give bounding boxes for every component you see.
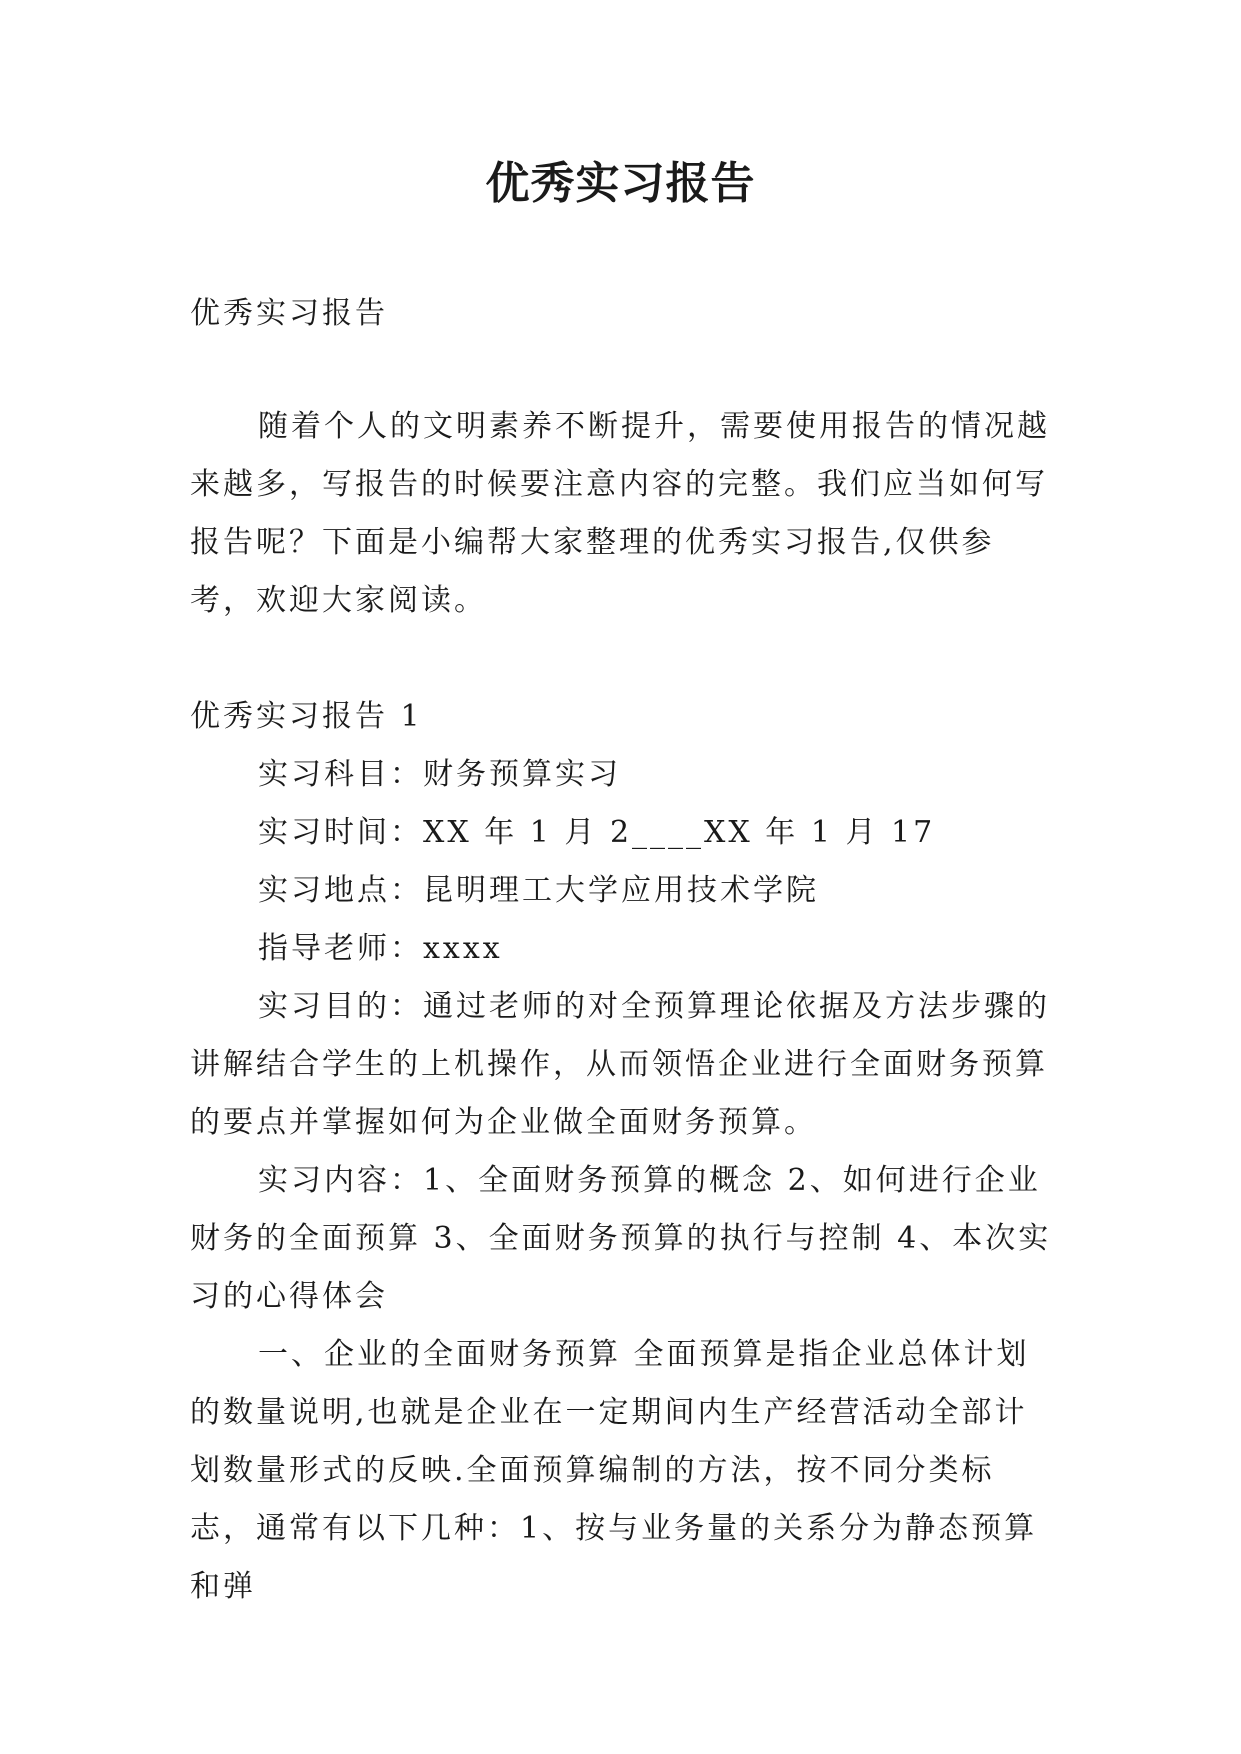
purpose-paragraph: 实习目的：通过老师的对全预算理论依据及方法步骤的讲解结合学生的上机操作，从而领悟企业进行全面财务预算的要点并掌握如何为企业做全面财务预算。: [190, 989, 1050, 1140]
budget-paragraph: 一、企业的全面财务预算 全面预算是指企业总体计划的数量说明,也就是企业在一定期间内生产经营活动全部计划数量形式的反映.全面预算编制的方法，按不同分类标志，通常有以下几种：1、按与业务量的关系分为静态预算和弹: [190, 1337, 1038, 1604]
internship-subject: 实习科目：财务预算实习: [258, 757, 621, 792]
internship-place: 实习地点：昆明理工大学应用技术学院: [258, 873, 819, 908]
intro-paragraph: 随着个人的文明素养不断提升，需要使用报告的情况越来越多，写报告的时候要注意内容的完整。我们应当如何写报告呢？下面是小编帮大家整理的优秀实习报告,仅供参考，欢迎大家阅读。: [190, 409, 1050, 618]
internship-teacher: 指导老师：xxxx: [258, 931, 503, 966]
document-subtitle: 优秀实习报告: [190, 296, 388, 331]
internship-time: 实习时间：XX 年 1 月 2____XX 年 1 月 17: [258, 815, 936, 850]
section-title: 优秀实习报告 1: [190, 699, 423, 734]
content-paragraph: 实习内容：1、全面财务预算的概念 2、如何进行企业财务的全面预算 3、全面财务预算的执行与控制 4、本次实习的心得体会: [190, 1163, 1052, 1314]
document-title: 优秀实习报告: [485, 158, 756, 209]
